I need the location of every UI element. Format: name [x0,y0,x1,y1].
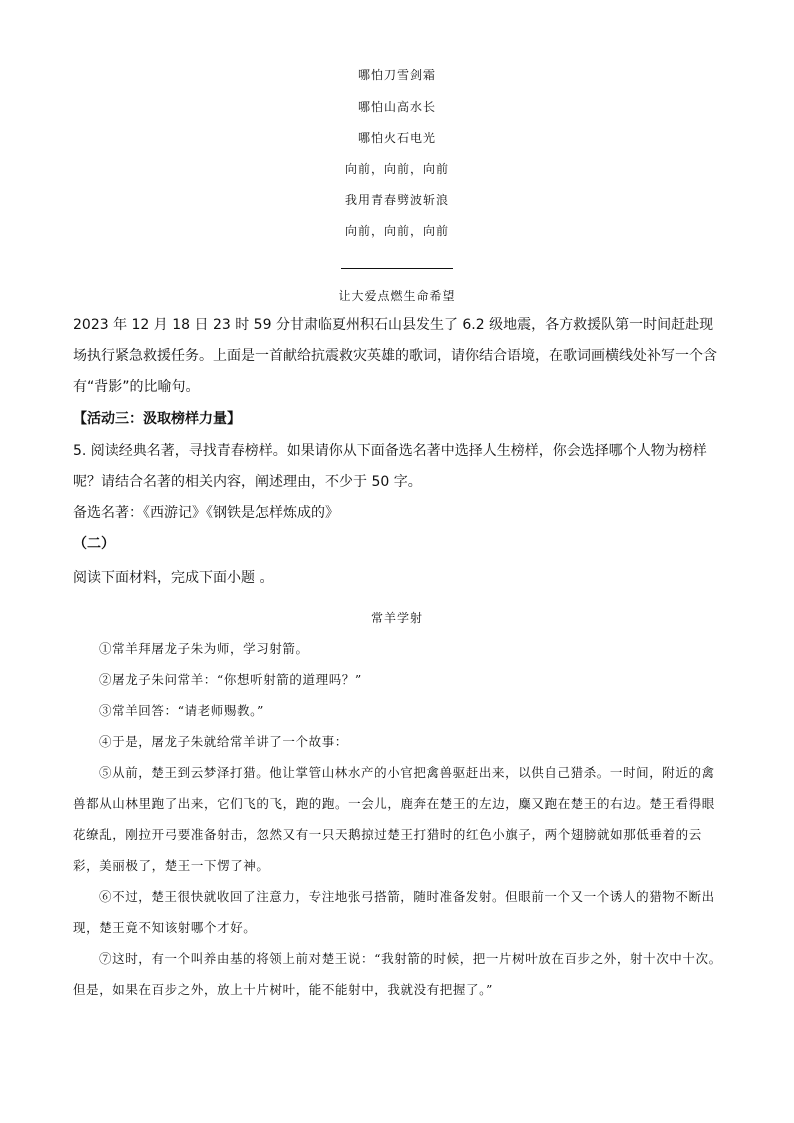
story-title: 常羊学射 [370,611,423,625]
story-paragraph-3: ③常羊回答：“请老师赐教。” [99,703,264,718]
section-2-heading: （二） [73,536,115,552]
story-paragraph-4: ④于是，屠龙子朱就给常羊讲了一个故事： [99,734,348,749]
fill-in-blank-line [341,268,453,269]
poem-line-3: 哪怕火石电光 [357,131,436,145]
story-paragraph-1: ①常羊拜屠龙子朱为师，学习射箭。 [99,641,309,656]
poem-line-after-blank: 让大爱点燃生命希望 [338,289,456,303]
poem-line-6: 向前，向前，向前 [344,224,449,238]
story-paragraph-6: ⑥不过，楚王很快就收回了注意力，专注地张弓搭箭，随时准备发射。但眼前一个又一个诱人的猎物不断出现，楚王竟不知该射哪个才好。 [73,889,715,935]
poem-line-2: 哪怕山高水长 [357,100,436,114]
poem-line-1: 哪怕刀雪剑霜 [357,68,436,82]
reading-instruction: 阅读下面材料，完成下面小题 。 [73,570,274,586]
poem-line-5: 我用青春劈波斩浪 [344,193,449,207]
story-paragraph-2: ②屠龙子朱问常羊：“你想听射箭的道理吗？” [99,672,362,687]
activity-3-title: 【活动三：汲取榜样力量】 [73,411,241,427]
question-5-text: 5. 阅读经典名著，寻找青春榜样。如果请你从下面备选名著中选择人生榜样，你会选择哪个人物为榜样呢？请结合名著的相关内容，阐述理由，不少于 50 字。 [73,443,707,490]
story-paragraph-7: ⑦这时，有一个叫养由基的将领上前对楚王说：“我射箭的时候，把一片树叶放在百步之外，射十次中十次。但是，如果在百步之外，放上十片树叶，能不能射中，我就没有把握了。” [73,951,722,997]
question-4-text: 2023 年 12 月 18 日 23 时 59 分甘肃临夏州积石山县发生了 6.2 级地震，各方救援队第一时间赶赴现场执行紧急救援任务。上面是一首献给抗震救灾英雄的歌词，请你结合语境，在歌词画横线处补写一个含有“背影”的比喻句。 [73,317,717,395]
story-paragraph-5: ⑤从前，楚王到云梦泽打猎。他让掌管山林水产的小官把禽兽驱赶出来，以供自己猎杀。一时间，附近的禽兽都从山林里跑了出来，它们飞的飞，跑的跑。一会儿，鹿奔在楚王的左边，麋又跑在楚王的右边。楚王看得眼花缭乱，刚拉开弓要准备射击，忽然又有一只天鹅掠过楚王打猎时的红色小旗子，两个翅膀就如那低垂着的云彩，美丽极了，楚王一下愣了神。 [73,765,715,873]
candidate-books: 备选名著：《西游记》《钢铁是怎样炼成的》 [73,505,339,521]
poem-line-4: 向前，向前，向前 [344,162,449,176]
